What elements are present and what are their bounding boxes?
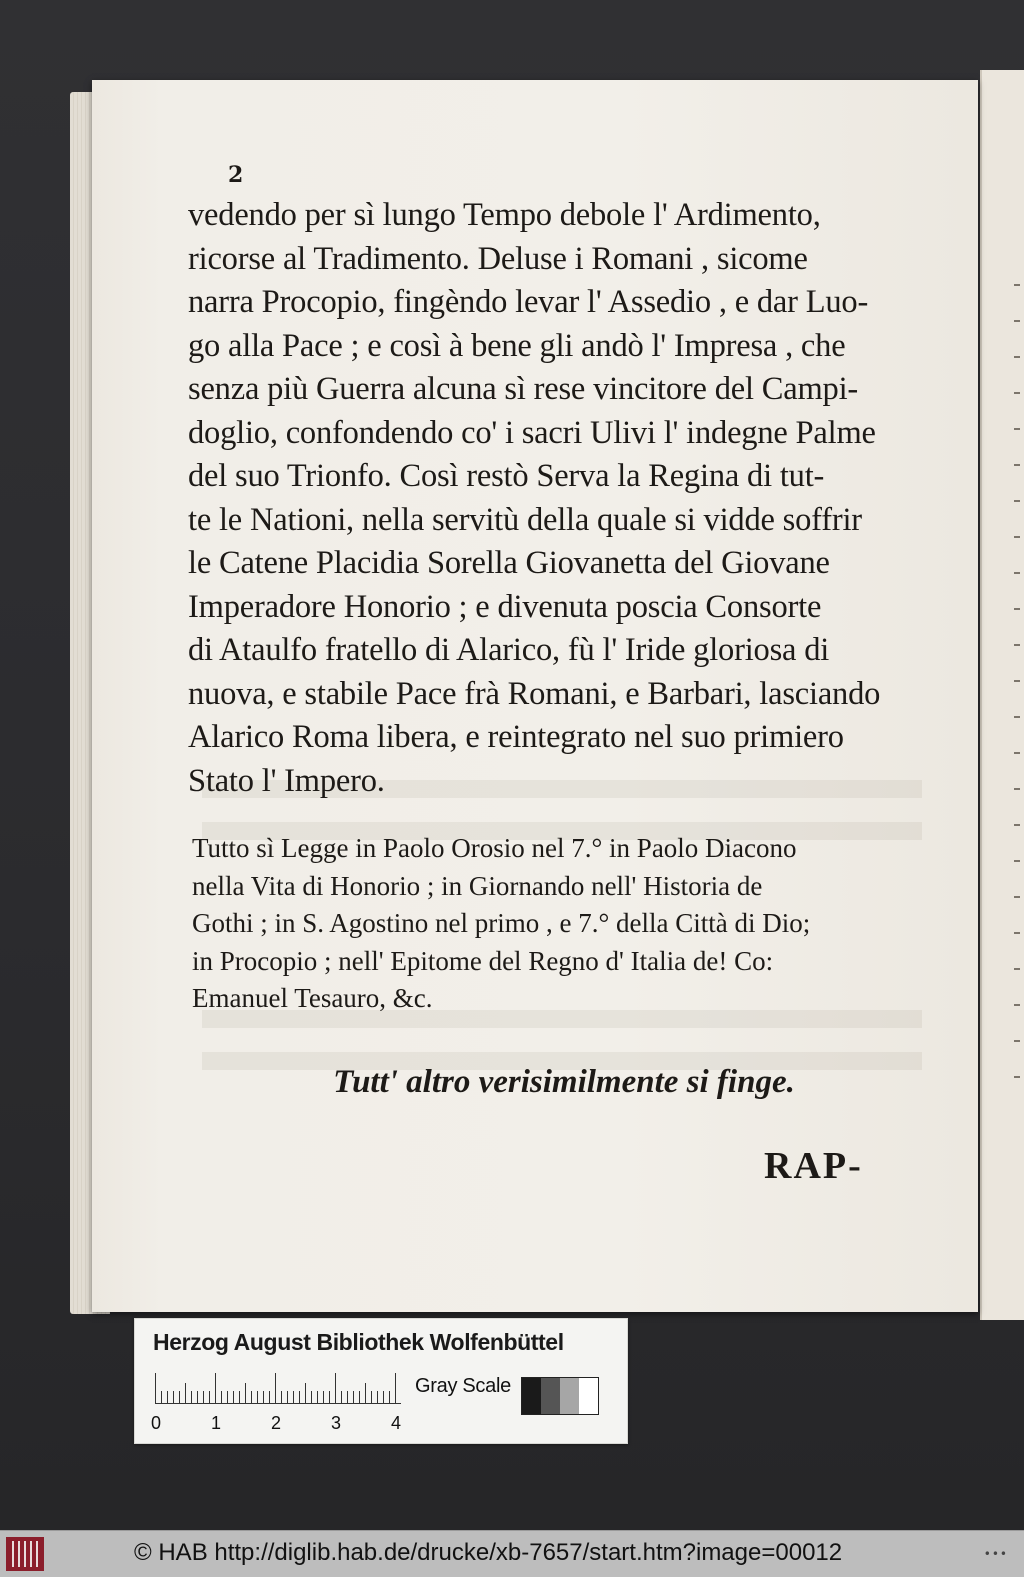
italic-heading: Tutt' altro verisimilmente si finge. xyxy=(333,1064,795,1100)
copyright-url[interactable]: © HAB http://diglib.hab.de/drucke/xb-7657/start.htm?image=00012 xyxy=(134,1539,843,1566)
note-line: Gothi ; in S. Agostino nel primo , e 7.° della Città di Dio; xyxy=(192,908,811,938)
note-line: nella Vita di Honorio ; in Giornando nell' Historia de xyxy=(192,870,763,901)
scale-ruler xyxy=(155,1373,401,1404)
body-paragraph xyxy=(188,194,940,803)
text-line: ricorse al Tradimento. Deluse i Romani , sicome xyxy=(188,240,808,277)
note-line: Emanuel Tesauro, &c. xyxy=(192,983,433,1013)
page-number: 2 xyxy=(228,162,244,188)
text-line: Imperadore Honorio ; e divenuta poscia Consorte xyxy=(188,588,822,625)
text-line: vedendo per sì lungo Tempo debole l' Ardimento, xyxy=(188,197,821,233)
text-line: del suo Trionfo. Così restò Serva la Regina di tut- xyxy=(188,458,825,494)
text-line: Stato l' Impero. xyxy=(188,762,385,799)
gray-swatch xyxy=(560,1378,579,1414)
note-line: in Procopio ; nell' Epitome del Regno d' Italia de! Co: xyxy=(192,945,774,976)
text-line: go alla Pace ; e così à bene gli andò l' Impresa , che xyxy=(188,327,846,364)
text-line: nuova, e stabile Pace frà Romani, e Barbari, lasciando xyxy=(188,675,881,712)
viewer-footer xyxy=(0,1530,1024,1577)
facing-page-edge xyxy=(980,70,1024,1320)
library-name: Herzog August Bibliothek Wolfenbüttel xyxy=(153,1329,564,1355)
hab-logo-icon[interactable] xyxy=(6,1537,44,1571)
gray-swatch xyxy=(541,1378,560,1414)
ruler-label: 4 xyxy=(391,1413,402,1433)
source-note xyxy=(192,830,936,1018)
ruler-label: 0 xyxy=(151,1413,162,1433)
text-line: di Ataulfo fratello di Alarico, fù l' Iride gloriosa di xyxy=(188,632,830,668)
more-options-icon[interactable]: ••• xyxy=(983,1547,1008,1561)
text-line: te le Nationi, nella servitù della quale si vidde soffrir xyxy=(188,501,862,538)
book-page xyxy=(92,80,978,1312)
text-line: le Catene Placidia Sorella Giovanetta del Giovane xyxy=(188,545,830,581)
ruler-label: 3 xyxy=(331,1413,342,1433)
library-color-card xyxy=(134,1318,628,1444)
text-line: doglio, confondendo co' i sacri Ulivi l' indegne Palme xyxy=(188,414,876,451)
ruler-label: 1 xyxy=(211,1413,222,1433)
ruler-label: 2 xyxy=(271,1413,282,1433)
text-line: senza più Guerra alcuna sì rese vincitore del Campi- xyxy=(188,371,859,407)
gray-swatch xyxy=(522,1378,541,1414)
gray-swatch xyxy=(579,1378,598,1414)
catchword: RAP- xyxy=(764,1145,863,1187)
gray-scale-label: Gray Scale xyxy=(415,1375,511,1397)
text-line: Alarico Roma libera, e reintegrato nel suo primiero xyxy=(188,719,844,755)
note-line: Tutto sì Legge in Paolo Orosio nel 7.° in Paolo Diacono xyxy=(192,833,797,863)
text-line: narra Procopio, fingèndo levar l' Assedio , e dar Luo- xyxy=(188,284,869,320)
gray-scale-swatches xyxy=(521,1377,599,1415)
